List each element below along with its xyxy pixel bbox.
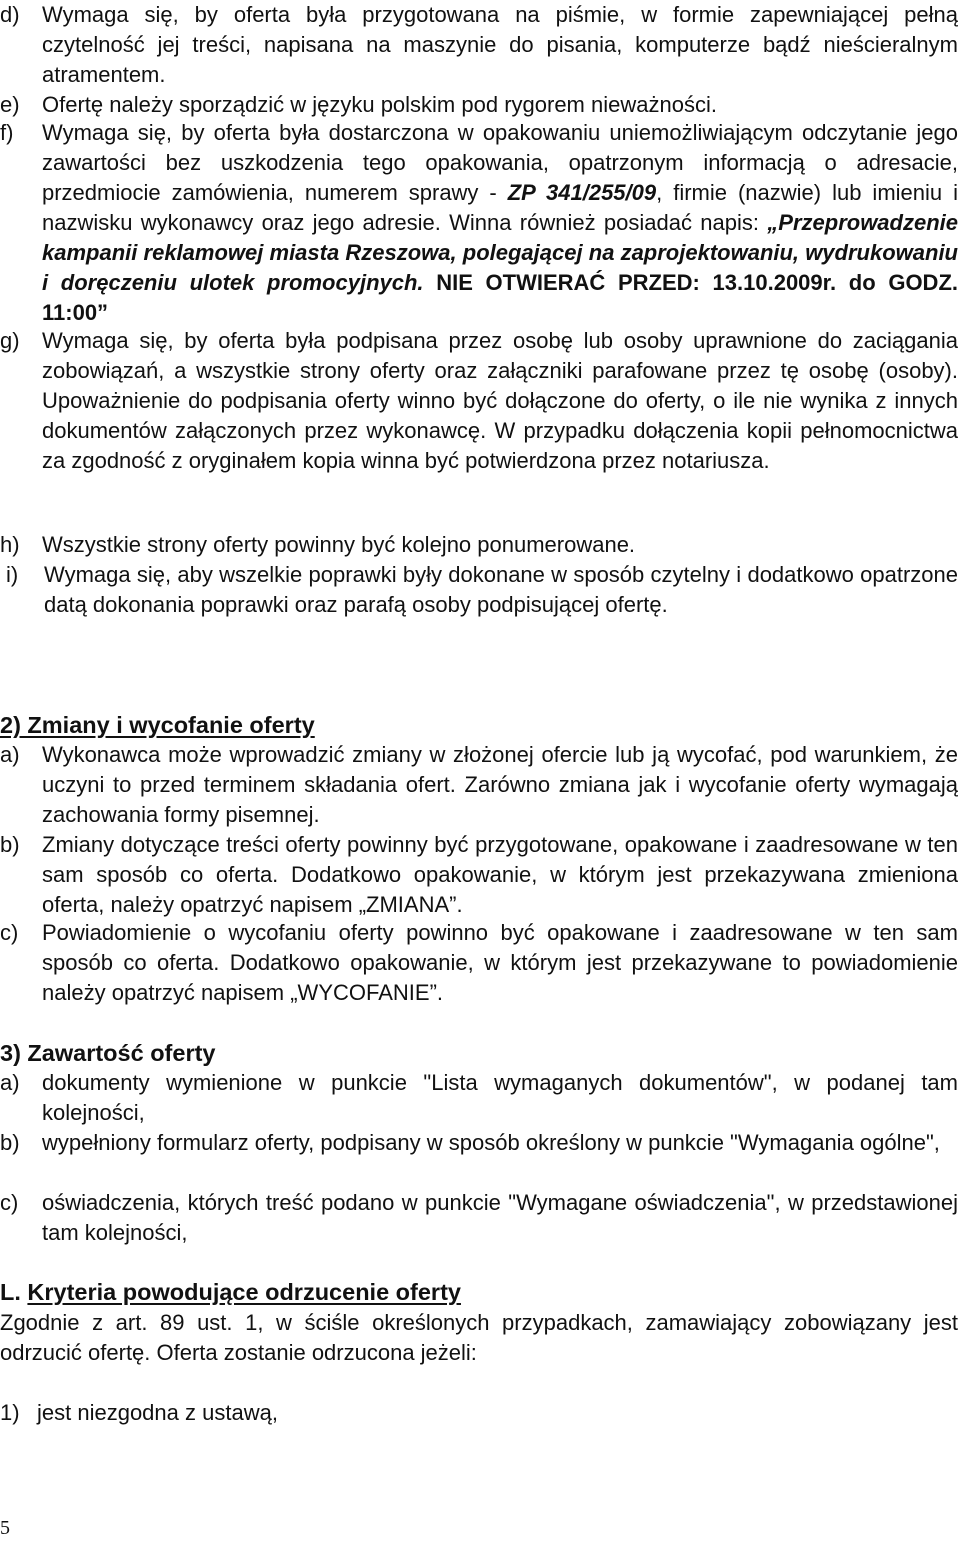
- item-text: Wymaga się, by oferta była przygotowana na piśmie, w formie zapewniającej pełną czytelność jej treści, napisana na maszynie do pisania, komputerze bądź nieścieralnym atramentem.: [42, 2, 958, 87]
- item-label: b): [0, 1130, 20, 1155]
- item-text: Wszystkie strony oferty powinny być kolejno ponumerowane.: [42, 532, 636, 557]
- item-label: g): [0, 328, 20, 353]
- item-label: i): [6, 562, 19, 587]
- item-text: Ofertę należy sporządzić w języku polskim pod rygorem nieważności.: [42, 92, 717, 117]
- section-heading: 3) Zawartość oferty: [0, 1040, 216, 1066]
- opening-deadline: NIE OTWIERAĆ PRZED: 13.10.2009r. do GODZ. 11:00”: [42, 270, 958, 325]
- section-title: Kryteria powodujące odrzucenie oferty: [27, 1279, 461, 1305]
- section-heading: 2) Zmiany i wycofanie oferty: [0, 712, 315, 738]
- item-label: a): [0, 1070, 20, 1095]
- case-number: ZP 341/255/09: [507, 180, 657, 205]
- item-text: Wymaga się, aby wszelkie poprawki były dokonane w sposób czytelny i dodatkowo opatrzone datą dokonania poprawki oraz parafą osoby podpisującej ofertę.: [44, 562, 958, 617]
- list-item: [0, 1398, 958, 1428]
- item-text: oświadczenia, których treść podano w punkcie "Wymagane oświadczenia", w przedstawionej tam kolejności,: [42, 1190, 958, 1245]
- item-label: h): [0, 532, 20, 557]
- list-item: [0, 0, 958, 90]
- section-heading: [0, 1277, 461, 1307]
- list-item: [0, 118, 958, 328]
- list-item: [0, 530, 958, 560]
- list-item: [0, 1128, 958, 1158]
- item-text: Wymaga się, by oferta była dostarczona w opakowaniu uniemożliwiającym odczytanie jego zawartości bez uszkodzenia tego opakowania, opatrzonym informacją o adresacie, przedmiocie zamówienia, numerem sprawy - ZP 341/255/09, firmie (nazwie) lub imieniu i nazwisku wykonawcy oraz jego adresie. Winna również posiadać napis: „Przeprowadzenie kampanii reklamowej miasta Rzeszowa, polegającej na zaprojektowaniu, wydrukowaniu i doręczeniu ulotek promocyjnych. NIE OTWIERAĆ PRZED: 13.10.2009r. do GODZ. 11:00”: [42, 120, 959, 325]
- item-text: dokumenty wymienione w punkcie "Lista wymaganych dokumentów", w podanej tam kolejności,: [42, 1070, 958, 1125]
- list-item: [0, 90, 958, 120]
- item-text: wypełniony formularz oferty, podpisany w sposób określony w punkcie "Wymagania ogólne",: [42, 1130, 940, 1155]
- item-text: Zmiany dotyczące treści oferty powinny być przygotowane, opakowane i zaadresowane w ten sam sposób co oferta. Dodatkowo opakowanie, w którym jest przekazywana zmieniona oferta, należy opatrzyć napisem „ZMIANA”.: [42, 832, 958, 917]
- item-label: f): [0, 120, 14, 145]
- item-label: c): [0, 1190, 19, 1215]
- list-item: [0, 830, 958, 920]
- item-label: b): [0, 832, 20, 857]
- list-item: [0, 918, 958, 1008]
- item-label: a): [0, 742, 20, 767]
- item-label: e): [0, 92, 20, 117]
- page-number: 5: [0, 1517, 10, 1539]
- item-text: jest niezgodna z ustawą,: [37, 1400, 278, 1425]
- section-letter: L.: [0, 1279, 21, 1305]
- item-label: c): [0, 920, 19, 945]
- list-item: [0, 560, 958, 620]
- list-item: [0, 740, 958, 830]
- item-text: Wykonawca może wprowadzić zmiany w złożonej ofercie lub ją wycofać, pod warunkiem, że uczyni to przed terminem składania ofert. Zarówno zmiana jak i wycofanie oferty wymagają zachowania formy pisemnej.: [42, 742, 958, 827]
- envelope-inscription: „Przeprowadzenie kampanii reklamowej miasta Rzeszowa, polegającej na zaprojektowaniu, wydrukowaniu i doręczeniu ulotek promocyjnych.: [42, 210, 958, 295]
- list-item: [0, 1068, 958, 1128]
- item-label: 1): [0, 1400, 20, 1425]
- intro-paragraph: Zgodnie z art. 89 ust. 1, w ściśle określonych przypadkach, zamawiający zobowiązany jest odrzucić ofertę. Oferta zostanie odrzucona jeżeli:: [0, 1310, 958, 1365]
- item-text: Wymaga się, by oferta była podpisana przez osobę lub osoby uprawnione do zaciągania zobowiązań, a wszystkie strony oferty oraz załączniki parafowane przez tę osobę (osoby). Upoważnienie do podpisania oferty winno być dołączone do oferty, o ile nie wynika z innych dokumentów załączonych przez wykonawcę. W przypadku dołączenia kopii pełnomocnictwa za zgodność z oryginałem kopia winna być potwierdzona przez notariusza.: [42, 328, 958, 473]
- item-text: Powiadomienie o wycofaniu oferty powinno być opakowane i zaadresowane w ten sam sposób co oferta. Dodatkowo opakowanie, w którym jest przekazywane to powiadomienie należy opatrzyć napisem „WYCOFANIE”.: [42, 920, 958, 1005]
- list-item: [0, 326, 958, 476]
- item-label: d): [0, 2, 20, 27]
- list-item: [0, 1188, 958, 1248]
